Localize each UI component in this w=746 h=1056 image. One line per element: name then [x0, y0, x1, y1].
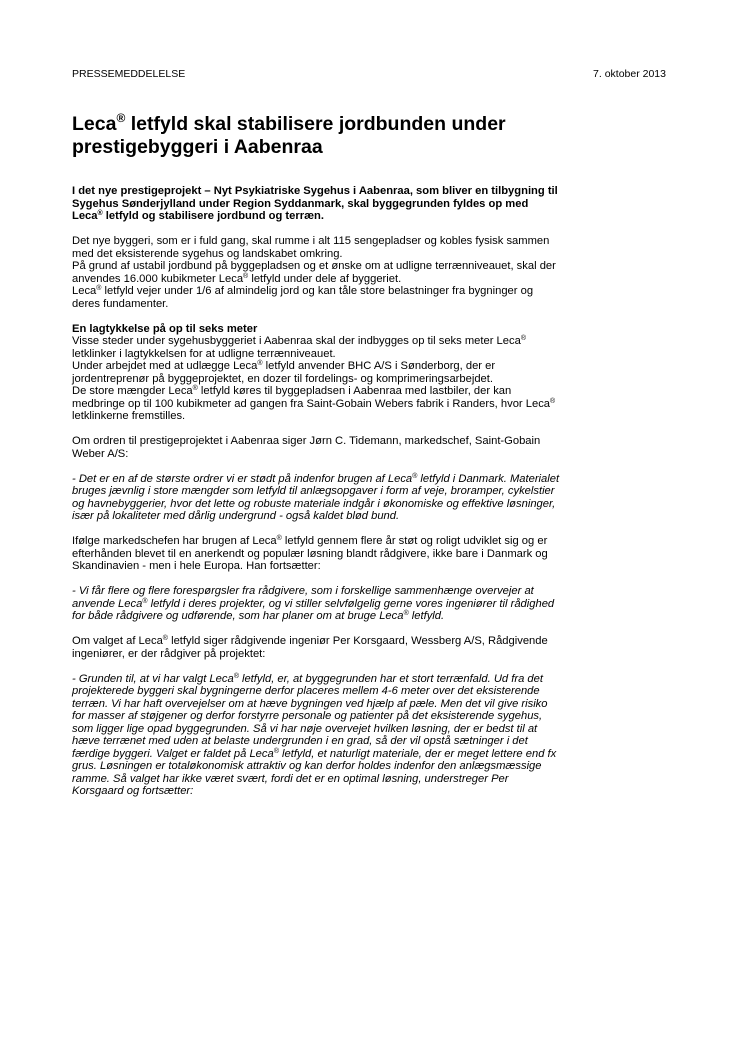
registered-mark: ® — [273, 747, 279, 755]
registered-mark: ® — [116, 111, 126, 125]
body-paragraph-market: Ifølge markedschefen har brugen af Leca® letfyld gennem flere år støt og roligt udviklet sig og er efterhånden blevet til en anerkendt og populær løsning blandt rådgivere, ikke bare i Danmark og Skandinavien - men i hele Europa. Han fortsætter: — [72, 535, 548, 572]
registered-mark: ® — [520, 335, 526, 342]
headline-text: letfyld skal stabilisere jordbunden under — [125, 113, 506, 135]
registered-mark: ® — [403, 610, 409, 617]
registered-mark: ® — [243, 272, 249, 280]
document-type-label: PRESSEMEDDELELSE — [72, 68, 186, 80]
registered-mark: ® — [192, 385, 198, 392]
quote-korsgaard: - Grunden til, at vi har valgt Leca® letfyld, er, at byggegrunden har et stort terrænfald. Ud fra det projekterede byggeri skal bygningerne derfor placeres mellem 4-6 meter over det eksisterende terræn. Vi har haft overvejelser om at hæve bygningen ved hjælp af pæle. Men det vil give risiko for masser af støjgener og derfor forstyrre personale og patienter på det eksisterende sygehus, som ligger lige opad byggegrunden. Så vi har nøje overvejet hvilken løsning, der er bedst til at hæve terrænet med uden at belaste undergrunden i en grad, så der vil opstå sætninger i det færdige byggeri. Valget er faldet på Leca® letfyld, et naturligt materiale, der er meget lettere end fx grus. Løsningen er totaløkonomisk attraktiv og kan derfor holdes indenfor den anlægsmæssige ramme. Så valget har ikke været svært, fordi det er en optimal løsning, understreger Per Korsgaard og fortsætter: — [72, 672, 557, 797]
body-paragraph-korsgaard: Om valget af Leca® letfyld siger rådgivende ingeniør Per Korsgaard, Wessberg A/S, Rådgivende ingeniører, er der rådgiver på projektet: — [72, 635, 548, 660]
body-paragraph-intro: Det nye byggeri, som er i fuld gang, skal rumme i alt 115 sengepladser og kobles fysisk sammen med det eksisterende sygehus og landskabet omkring. På grund af ustabil jordbund på byggepladsen og et ønske om at udligne terrænniveauet, skal der anvendes 16.000 kubikmeter Leca® letfyld under dele af byggeriet. Leca® letfyld vejer under 1/6 af almindelig jord og kan tåle store belastninger fra bygninger og deres fundamenter. — [72, 235, 556, 310]
registered-mark: ® — [257, 360, 263, 367]
registered-mark: ® — [162, 635, 168, 642]
registered-mark: ® — [550, 397, 556, 405]
release-date: 7. oktober 2013 — [593, 68, 666, 80]
lead-paragraph: I det nye prestigeprojekt – Nyt Psykiatriske Sygehus i Aabenraa, som bliver en tilbygning til Sygehus Sønderjylland under Region Syddanmark, skal byggegrunden fyldes op med Leca® letfyld og stabilisere jordbund og terræn. — [72, 185, 558, 222]
section-heading: En lagtykkelse på op til seks meter — [72, 322, 258, 335]
registered-mark: ® — [97, 210, 103, 217]
registered-mark: ® — [233, 672, 239, 680]
registered-mark: ® — [276, 535, 282, 542]
section-layer-thickness: En lagtykkelse på op til seks meter Visse steder under sygehusbyggeriet i Aabenraa skal der indbygges op til seks meter Leca® letklinker i lagtykkelsen for at udligne terrænniveauet. Under arbejdet med at udlægge Leca® letfyld anvender BHC A/S i Sønderborg, der er jordentreprenør på byggeprojektet, en dozer til fordelings- og komprimeringsarbejdet. De store mængder Leca® letfyld køres til byggepladsen i Aabenraa med lastbiler, der kan medbringe op til 100 kubikmeter ad gangen fra Saint-Gobain Webers fabrik i Randers, hvor Leca® letklinkerne fremstilles. — [72, 322, 556, 422]
registered-mark: ® — [412, 472, 418, 480]
body-paragraph-order: Om ordren til prestigeprojektet i Aabenraa siger Jørn C. Tidemann, markedschef, Saint-Gobain Weber A/S: — [72, 435, 541, 460]
headline-line-2: prestigebyggeri i Aabenraa — [72, 136, 323, 158]
quote-tidemann-1: - Det er en af de største ordrer vi er stødt på indenfor brugen af Leca® letfyld i Danmark. Materialet bruges jævnlig i store mængder som letfyld til anlægsopgaver i form af veje, broramper, cykelstier og havnebyggerier, hvor det lette og robuste materiale indgår i økonomiske og effektive løsninger, især på lokaliteter med dårlig undergrund - også kaldet blød bund. — [72, 472, 560, 522]
headline — [72, 113, 666, 159]
registered-mark: ® — [96, 285, 102, 292]
quote-tidemann-2: - Vi får flere og flere forespørgsler fra rådgivere, som i forskellige sammenhænge overvejer at anvende Leca® letfyld i deres projekter, og vi stiller selvfølgelig gerne vores ingeniører til rådighed for både rådgivere og udførende, som har planer om at bruge Leca® letfyld. — [72, 585, 555, 622]
headline-brand: Leca — [72, 113, 117, 135]
press-release-page — [72, 68, 666, 798]
registered-mark: ® — [142, 597, 148, 605]
document-header — [72, 68, 666, 82]
